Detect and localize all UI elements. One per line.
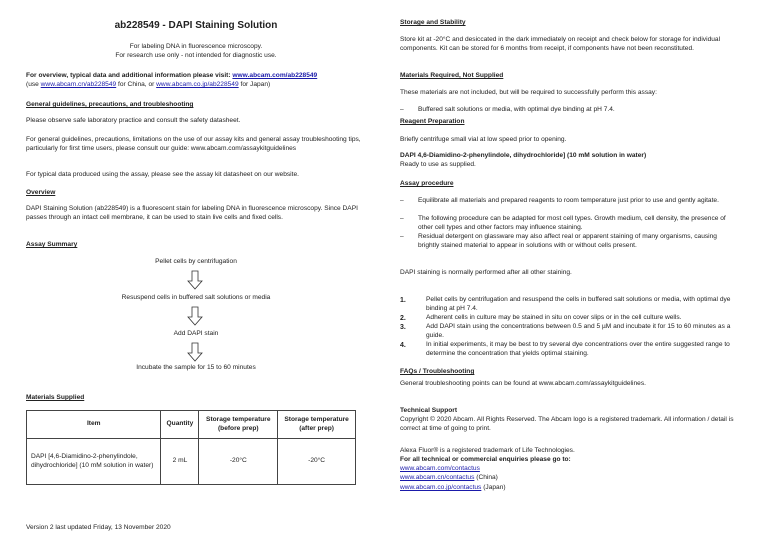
procedure-bullet-text: Residual detergent on glassware may also affect real or apparent staining of many organisms, causing brightly stained material to appear in solutions with or without cells present. bbox=[418, 233, 717, 249]
contact-china-link[interactable]: www.abcam.cn/contactus bbox=[400, 474, 475, 481]
dapi-heading: DAPI 4,6-Diamidino-2-phenylindole, dihydrochloride] (10 mM solution in water) bbox=[400, 152, 647, 159]
required-heading: Materials Required, Not Supplied bbox=[400, 72, 504, 79]
down-arrow-icon bbox=[187, 306, 203, 326]
contact-japan-link[interactable]: www.abcam.co.jp/contactus bbox=[400, 484, 482, 491]
procedure-step-text: Pellet cells by centrifugation and resuspend the cells in buffered salt solutions or media, with optimal dye binding at pH 7.4. bbox=[426, 296, 731, 312]
page-title: ab228549 - DAPI Staining Solution bbox=[114, 20, 278, 31]
procedure-step-text: Add DAPI stain using the concentrations between 0.5 and 5 µM and incubate it for 15 to 60 minutes as a guide. bbox=[426, 323, 731, 339]
table-cell: -20°C bbox=[199, 439, 278, 485]
support-heading: Technical Support bbox=[400, 407, 458, 414]
use-prefix: (use bbox=[26, 81, 39, 88]
japan-suffix: for Japan) bbox=[240, 81, 271, 88]
step-number: 4. bbox=[400, 342, 406, 349]
table-cell: DAPI [4,6-Diamidino-2-phenylindole, dihydrochloride] (10 mM solution in water) bbox=[27, 439, 161, 485]
procedure-bullet-text: The following procedure can be adapted for most cell types. Growth medium, cell density, the presence of other cell types and other factors may influence staining. bbox=[418, 215, 726, 231]
step-number: 2. bbox=[400, 315, 406, 322]
regional-links-line bbox=[26, 81, 371, 90]
subtitle-usage: For labeling DNA in fluorescence microscopy. bbox=[129, 43, 263, 50]
reagent-text: Briefly centrifuge small vial at low speed prior to opening. bbox=[400, 136, 567, 143]
overview-link[interactable]: www.abcam.com/ab228549 bbox=[232, 72, 318, 79]
china-suffix: for China, or bbox=[118, 81, 155, 88]
down-arrow-icon bbox=[187, 342, 203, 362]
dash-bullet: – bbox=[400, 106, 404, 113]
required-item-text: Buffered salt solutions or media, with optimal dye binding at pH 7.4. bbox=[418, 106, 615, 113]
contact-jp-line bbox=[400, 484, 506, 493]
assay-summary-heading: Assay Summary bbox=[26, 241, 78, 248]
required-text: These materials are not included, but will be required to successfully perform this assay: bbox=[400, 89, 657, 96]
table-row bbox=[27, 439, 356, 485]
contact-us-link[interactable]: www.abcam.com/contactus bbox=[400, 465, 480, 472]
guidelines-data: For typical data produced using the assay, please see the assay kit datasheet on our website. bbox=[26, 171, 299, 178]
table-header: Item bbox=[27, 411, 161, 439]
copyright-text: Copyright © 2020 Abcam. All Rights Reserved. The Abcam logo is a registered trademark. All information / detail is correct at time of going to print. bbox=[400, 416, 734, 432]
contact-cn-line bbox=[400, 474, 498, 483]
overview-prompt-line bbox=[26, 72, 371, 81]
summary-step-3: Add DAPI stain bbox=[173, 330, 219, 337]
step-number: 1. bbox=[400, 297, 406, 304]
table-header: Quantity bbox=[161, 411, 199, 439]
overview-heading: Overview bbox=[26, 189, 56, 196]
dapi-text: Ready to use as supplied. bbox=[400, 161, 476, 168]
reagent-heading: Reagent Preparation bbox=[400, 118, 465, 125]
summary-step-2: Resuspend cells in buffered salt solutions or media bbox=[121, 294, 271, 301]
faq-heading: FAQs / Troubleshooting bbox=[400, 368, 475, 375]
dash-bullet: – bbox=[400, 233, 404, 240]
guidelines-text: For general guidelines, precautions, limitations on the use of our assay kits and general assay troubleshooting tips, particularly for first time users, please consult our guide: www.abcam.com/assaykitguidelines bbox=[26, 136, 361, 152]
table-header: Storage temperature (after prep) bbox=[278, 411, 356, 439]
table-header: Storage temperature (before prep) bbox=[199, 411, 278, 439]
guidelines-safety: Please observe safe laboratory practice and consult the safety datasheet. bbox=[26, 117, 241, 124]
table-cell: 2 mL bbox=[161, 439, 199, 485]
enquiries-text: For all technical or commercial enquiries please go to: bbox=[400, 456, 571, 463]
procedure-heading: Assay procedure bbox=[400, 180, 454, 187]
trademark-text: Alexa Fluor® is a registered trademark of Life Technologies. bbox=[400, 447, 575, 454]
guidelines-heading: General guidelines, precautions, and troubleshooting bbox=[26, 101, 194, 108]
summary-step-4: Incubate the sample for 15 to 60 minutes bbox=[136, 364, 256, 371]
storage-text: Store kit at -20°C and desiccated in the dark immediately on receipt and check below for storage for individual components. Kit can be stored for 6 months from receipt, if components have not been reconstituted. bbox=[400, 36, 721, 52]
version-footer: Version 2 last updated Friday, 13 November 2020 bbox=[26, 524, 171, 531]
procedure-step-text: In initial experiments, it may be best to try several dye concentrations over the entire suggested range to determine the concentration that yields optimal staining. bbox=[426, 341, 730, 357]
storage-heading: Storage and Stability bbox=[400, 19, 466, 26]
contact-china-suffix: (China) bbox=[476, 474, 498, 481]
summary-step-1: Pellet cells by centrifugation bbox=[155, 258, 237, 265]
procedure-bullet-text: Equilibrate all materials and prepared reagents to room temperature just prior to use and gently agitate. bbox=[418, 197, 719, 204]
procedure-step-text: Adherent cells in culture may be stained in situ on cover slips or in the cell culture wells. bbox=[426, 314, 682, 321]
table-cell: -20°C bbox=[278, 439, 356, 485]
step-number: 3. bbox=[400, 324, 406, 331]
materials-table bbox=[26, 410, 356, 485]
faq-text: General troubleshooting points can be found at www.abcam.com/assaykitguidelines. bbox=[400, 380, 646, 387]
japan-link[interactable]: www.abcam.co.jp/ab228549 bbox=[156, 81, 239, 88]
subtitle-research: For research use only - not intended for diagnostic use. bbox=[115, 52, 277, 59]
dash-bullet: – bbox=[400, 215, 404, 222]
overview-text: DAPI Staining Solution (ab228549) is a fluorescent stain for labeling DNA in fluorescence microscopy. Since DAPI passes through an intact cell membrane, it can be used to stain live cells and fixed cells. bbox=[26, 205, 358, 221]
contact-japan-suffix: (Japan) bbox=[483, 484, 506, 491]
down-arrow-icon bbox=[187, 270, 203, 290]
materials-supplied-heading: Materials Supplied bbox=[26, 394, 85, 401]
contact-us-line bbox=[400, 465, 480, 474]
procedure-note: DAPI staining is normally performed after all other staining. bbox=[400, 269, 572, 276]
overview-prompt: For overview, typical data and additional information please visit: bbox=[26, 72, 231, 79]
table-header-row bbox=[27, 411, 356, 439]
china-link[interactable]: www.abcam.cn/ab228549 bbox=[40, 81, 117, 88]
dash-bullet: – bbox=[400, 197, 404, 204]
